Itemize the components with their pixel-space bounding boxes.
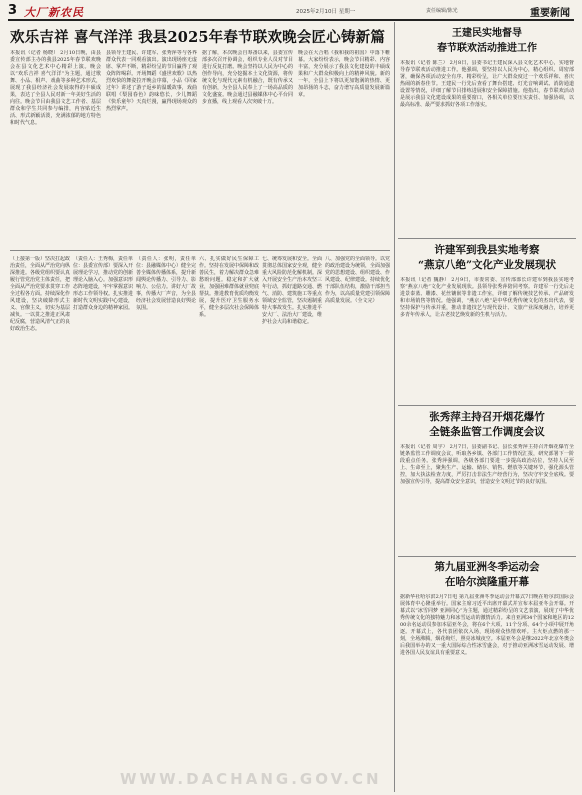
headline-right-1-line-2: 春节联欢活动推进工作	[437, 43, 537, 54]
lead-article-col-1: 本报讯（记者 杨晓） 2月10日晚，由县委宣传部主办的我县2025年春节联欢晚会在县文化艺术中心精彩上演。晚会以“欢乐吉祥 喜气洋洋”为主题，通过歌舞、小品、相声、戏曲等多种艺术形式，展现了我县经济社会发展取得的丰硕成果，表达了全县人民对新一年美好生活的向往。晚会节目由我县文艺工作者、基层群众和学生共同参与编排，内容贴近生活、形式新颖活泼，充满浓郁的地方特色和时代气息。	[10, 50, 101, 126]
story2-col-4: 六、扎实做好民生保障工作。坚持在发展中保障和改善民生，着力解决群众急难愁盼问题。稳定和扩大就业，加强困难群体就业兜底帮扶。推进教育优质均衡发展，提升医疗卫生服务水平，健全多层次社会保障体系。	[199, 256, 259, 318]
lead-headline: 欢乐吉祥 喜气洋洋 我县2025年春节联欢晚会匠心铸新篇	[10, 29, 386, 46]
lead-article-col-2: 县领导王建民、许建军、张秀萍等与各界群众代表一同观看演出。演出现场座无虚席、掌声不断，精彩纷呈的节目赢得了观众阵阵喝彩。开场舞蹈《盛世欢歌》以热烈欢快的舞姿拉开晚会序幕，小品《回家过年》讲述了游子返乡的温暖故事，戏曲联唱《梨园春色》韵味悠长，少儿舞蹈《快乐童年》天真烂漫，赢得现场观众的热烈掌声。	[106, 50, 197, 112]
headline-right-3	[398, 410, 576, 440]
headline-right-1-line-1: 王建民实地督导	[452, 28, 522, 39]
right-separator-1	[398, 238, 576, 239]
headline-right-2	[398, 243, 576, 273]
paper-name-logo: 大厂新农民	[24, 6, 84, 19]
editor-credit: 责任编辑/陈光	[426, 8, 458, 14]
headline-right-3-line-1: 张秀萍主持召开烟花爆竹	[429, 411, 545, 423]
issue-date: 2025年2月10日 星期一	[296, 9, 356, 15]
right-article-4: 据新华社哈尔滨2月7日电 第九届亚洲冬季运动会开幕式7日晚在哈尔滨国际会展体育中心隆重举行。国家主席习近平出席开幕式并宣布本届亚冬会开幕。开幕式以“冰雪同梦 亚洲同心”为主题，通过精彩纷呈的文艺表演，展现了中华优秀传统文化的独特魅力和冰雪运动的激情活力。来自亚洲34个国家和地区的1200余名运动员参加本届亚冬会，将在6个大项、11个分项、64个小项中展开角逐。开幕式上，各代表团依次入场，现场观众热情欢呼。主火炬点燃的那一刻，全场沸腾，烟花绚烂，照亮冰城夜空。本届亚冬会是继2022年北京冬奥会后我国举办的又一重大国际综合性冰雪盛会，对于推动亚洲冰雪运动发展、增进各国人民友谊具有重要意义。	[400, 594, 574, 656]
headline-right-2-line-1: 许建军到我县实地考察	[434, 244, 540, 256]
story2-col-6: 八、加强党的全面领导。以党的政治建设为统领，全面加强党的思想建设、组织建设、作风建设、纪律建设。持续优化干部队伍结构，激励干部担当作为，以高质量党建引领保障高质量发展。（全文完）	[325, 256, 390, 304]
right-separator-2	[398, 405, 576, 406]
story2-col-1: （上接第一版）坚决扛起政治责任，全面从严治党向纵深推进。各级党组织要认真履行管党治党主体责任，把全面从严治党要求贯穿工作全过程各方面。持续深化作风建设，坚决破除形式主义、官僚主义，切实为基层减负。一以贯之推进正风肃纪反腐，营造风清气正的良好政治生态。	[10, 256, 70, 332]
headline-right-4-line-2: 在哈尔滨隆重开幕	[445, 576, 529, 588]
headline-right-3-line-2: 全链条监管工作调度会议	[429, 426, 545, 438]
lead-article-col-4: 晚会在大合唱《我和我的祖国》中落下帷幕。大家纷纷表示，晚会节目精彩、内容丰富，充分展示了我县文化建设的丰硕成果和广大群众积极向上的精神风貌。新的一年，全县上下将以更加饱满的热情、更加昂扬的斗志，奋力谱写高质量发展新篇章。	[298, 50, 390, 98]
headline-right-4-line-1: 第九届亚洲冬季运动会	[434, 561, 540, 573]
story2-col-5: 七、统筹发展和安全。全面贯彻总体国家安全观，健全重大风险防范化解机制。深入开展安全生产治本攻坚三年行动，抓好道路交通、燃气、消防、建筑施工等重点领域安全监管，坚决遏制重特大事故发生。扎实推进平安大厂、法治大厂建设，维护社会大局和谐稳定。	[262, 256, 322, 325]
right-article-2: 本报讯（记者 魏静） 2月9日，市委常委、宣传部部长许建军到我县实地考察“燕京八绝”文化产业发展现状。县领导张秀萍陪同考察。许建军一行先后走进景泰蓝、雕漆、花丝镶嵌等非遗工作室，详细了解传统技艺传承、产品研发和市场销售等情况。他强调，“燕京八绝”是中华优秀传统文化的杰出代表，要坚持保护与传承并重，推动非遗技艺与现代设计、文旅产业深度融合，培养更多青年传承人，让古老技艺焕发新的生机与活力。	[400, 277, 574, 318]
story2-col-3: （责任人：张明，责任单位：县融媒体中心）健全完善全媒体传播体系，提升新闻舆论传播力、引导力、影响力、公信力。讲好大厂故事，传播大厂声音，为全县经济社会发展营造良好舆论氛围。	[136, 256, 196, 311]
column-divider	[394, 22, 395, 792]
section-title: 重要新闻	[530, 8, 570, 19]
masthead	[8, 4, 574, 18]
right-article-3: 本报讯（记者 周宇） 2月7日，县委副书记、县长张秀萍主持召开烟花爆竹全链条监管工作调度会议，听取各乡镇、各部门工作情况汇报，研究部署下一阶段重点任务。张秀萍强调，各级各部门要进一步提高政治站位，坚持人民至上、生命至上，聚焦生产、运输、储存、销售、燃放等关键环节，强化源头管控，加大执法检查力度，严厉打击非法生产经营行为，坚决守牢安全底线。要加强宣传引导，提高群众安全意识，营造安全文明过节的良好氛围。	[400, 444, 574, 485]
lead-article-col-3: 据了解，本次晚会自筹备以来，县委宣传部多次召开协调会，组织专业人员对节目进行反复打磨。晚会坚持以人民为中心的创作导向，充分挖掘本土文化资源，将传统文化与现代元素有机融合，既有传承又有创新，为全县人民奉上了一场高品质的文化盛宴。晚会通过县融媒体中心平台同步直播，线上观看人次突破十万。	[202, 50, 293, 105]
right-article-1: 本报讯（记者 陈兰） 2月8日，县委书记王建民深入县文化艺术中心，实地督导春节联欢活动推进工作。他强调，要坚持以人民为中心，精心组织、周密部署，确保各项活动安全有序、精彩纷呈，让广大群众度过一个欢乐祥和、喜庆热闹的新春佳节。王建民一行先后查看了舞台搭建、灯光音响调试、消防通道设置等情况，详细了解节目排练进展和安全保障措施。他指出，春节联欢活动是展示我县文化建设成果的重要窗口，各相关单位要压实责任、加强协调，以最高标准、最严要求抓好各项工作落实。	[400, 60, 574, 108]
watermark: WWW.DACHANG.GOV.CN	[120, 770, 382, 788]
headline-right-2-line-2: “燕京八绝”文化产业发展现状	[417, 259, 557, 271]
masthead-rule	[8, 19, 574, 21]
headline-right-4	[398, 560, 576, 590]
lead-separator	[10, 250, 390, 251]
page-number: 3	[8, 3, 18, 18]
story2-col-2: （责任人：王秀梅，责任单位：县委宣传部）要深入开展理论学习，推动党的创新理论入脑入心。加强意识形态阵地建设，牢牢掌握意识形态工作领导权。扎实推进新时代文明实践中心建设，打造群众身边的精神家园。	[73, 256, 133, 311]
headline-right-1	[398, 26, 576, 56]
right-separator-3	[398, 556, 576, 557]
